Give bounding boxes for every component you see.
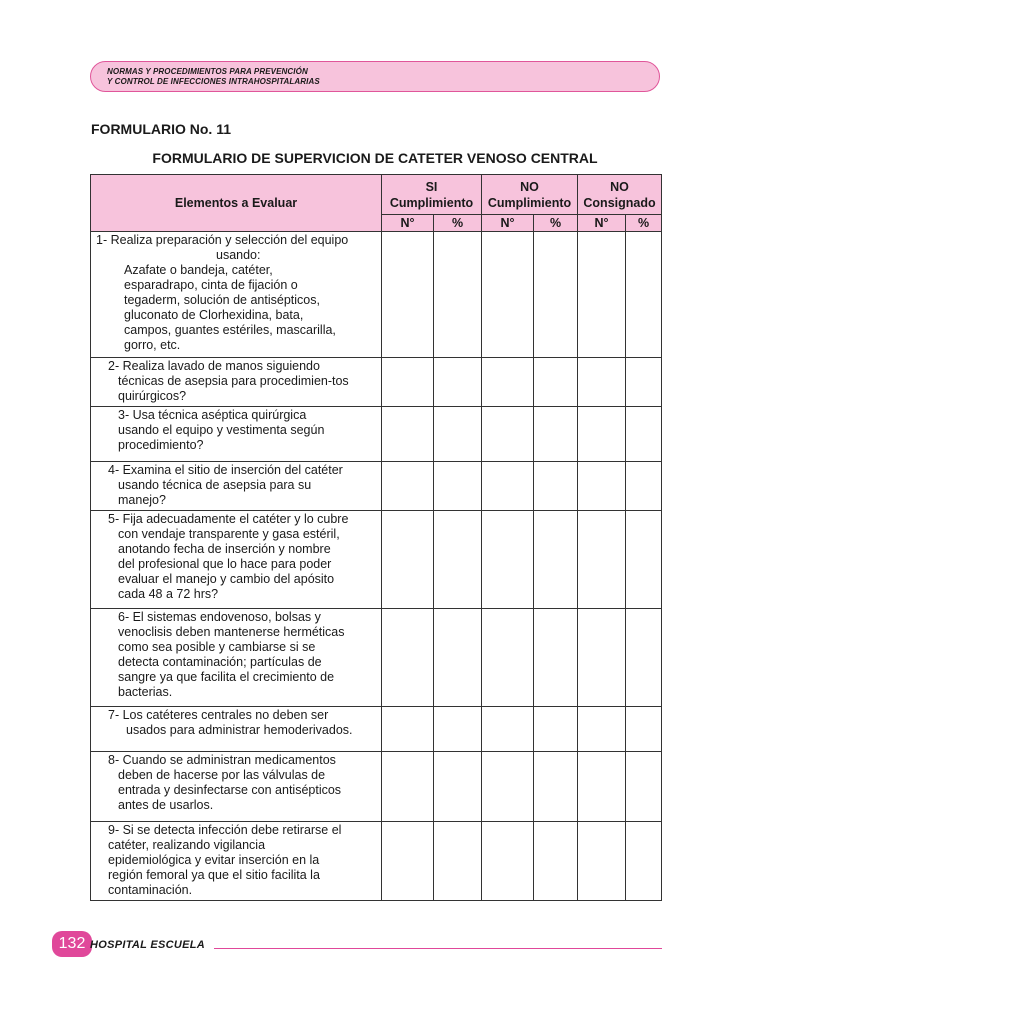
score-cell[interactable] (534, 822, 578, 901)
score-cell[interactable] (482, 609, 534, 707)
table-row (91, 707, 662, 752)
item-text-line: evaluar el manejo y cambio del apósito (118, 572, 335, 586)
header-banner (90, 61, 660, 92)
score-cell[interactable] (434, 407, 482, 462)
score-cell[interactable] (382, 462, 434, 511)
score-cell[interactable] (382, 511, 434, 609)
evaluation-item (91, 232, 382, 358)
item-text-line: usando técnica de asepsia para su (118, 478, 312, 492)
evaluation-item (91, 462, 382, 511)
score-cell[interactable] (382, 822, 434, 901)
score-cell[interactable] (382, 407, 434, 462)
item-text-line: 4- Examina el sitio de inserción del catéter (108, 463, 343, 477)
score-cell[interactable] (578, 707, 626, 752)
evaluation-item (91, 707, 382, 752)
item-text-line: bacterias. (118, 685, 173, 699)
score-cell[interactable] (534, 462, 578, 511)
item-text-line: gluconato de Clorhexidina, bata, (124, 308, 304, 322)
evaluation-item (91, 511, 382, 609)
subheader-cell: N° (578, 215, 626, 232)
item-text-line: 5- Fija adecuadamente el catéter y lo cubre (108, 512, 349, 526)
item-text-line: anotando fecha de inserción y nombre (118, 542, 331, 556)
evaluation-item (91, 752, 382, 822)
item-text-line: entrada y desinfectarse con antisépticos (118, 783, 342, 797)
score-cell[interactable] (626, 707, 662, 752)
score-cell[interactable] (578, 822, 626, 901)
header-elements: Elementos a Evaluar (91, 175, 382, 232)
score-cell[interactable] (626, 232, 662, 358)
score-cell[interactable] (626, 511, 662, 609)
header-group-line2: Cumplimiento (487, 195, 572, 210)
form-number: FORMULARIO No. 11 (91, 121, 232, 137)
item-text-line: usando el equipo y vestimenta según (118, 423, 325, 437)
score-cell[interactable] (434, 232, 482, 358)
score-cell[interactable] (482, 358, 534, 407)
score-cell[interactable] (534, 707, 578, 752)
item-text-line: cada 48 a 72 hrs? (118, 587, 219, 601)
header-group-line2: Consignado (583, 195, 656, 210)
score-cell[interactable] (482, 232, 534, 358)
footer-label: HOSPITAL ESCUELA (90, 939, 206, 951)
evaluation-item (91, 407, 382, 462)
item-text-line: del profesional que lo hace para poder (118, 557, 332, 571)
item-text-line: 9- Si se detecta infección debe retirarse el (108, 823, 342, 837)
score-cell[interactable] (626, 407, 662, 462)
subheader-cell: % (626, 215, 662, 232)
page-number-badge: 132 (52, 931, 92, 957)
item-text-line: epidemiológica y evitar inserción en la (108, 853, 320, 867)
score-cell[interactable] (626, 752, 662, 822)
header-group-no-cumplimiento (482, 175, 578, 215)
score-cell[interactable] (434, 462, 482, 511)
subheader-cell: % (434, 215, 482, 232)
item-text-line: técnicas de asepsia para procedimien-tos (118, 374, 349, 388)
item-text-line: usados para administrar hemoderivados. (126, 723, 353, 737)
score-cell[interactable] (534, 511, 578, 609)
score-cell[interactable] (434, 609, 482, 707)
evaluation-item (91, 822, 382, 901)
table-row (91, 511, 662, 609)
table-row (91, 752, 662, 822)
header-group-line1: SI (425, 179, 438, 194)
table-row (91, 232, 662, 358)
score-cell[interactable] (578, 407, 626, 462)
item-text-line: deben de hacerse por las válvulas de (118, 768, 326, 782)
score-cell[interactable] (626, 358, 662, 407)
item-text-line: catéter, realizando vigilancia (108, 838, 266, 852)
table-row (91, 462, 662, 511)
score-cell[interactable] (578, 609, 626, 707)
score-cell[interactable] (578, 462, 626, 511)
score-cell[interactable] (534, 358, 578, 407)
table-row (91, 358, 662, 407)
table-row (91, 609, 662, 707)
evaluation-item (91, 358, 382, 407)
item-text-line: 7- Los catéteres centrales no deben ser (108, 708, 329, 722)
score-cell[interactable] (578, 752, 626, 822)
score-cell[interactable] (382, 707, 434, 752)
score-cell[interactable] (434, 752, 482, 822)
item-text-line: antes de usarlos. (118, 798, 214, 812)
score-cell[interactable] (534, 609, 578, 707)
score-cell[interactable] (482, 407, 534, 462)
item-text-line: Azafate o bandeja, catéter, (124, 263, 273, 277)
score-cell[interactable] (434, 511, 482, 609)
item-text-line: campos, guantes estériles, mascarilla, (124, 323, 336, 337)
item-text-line: procedimiento? (118, 438, 204, 452)
header-group-line1: NO (610, 179, 629, 194)
item-text-line: 2- Realiza lavado de manos siguiendo (108, 359, 320, 373)
item-text-line: 3- Usa técnica aséptica quirúrgica (118, 408, 307, 422)
table-row (91, 822, 662, 901)
item-text-line: esparadrapo, cinta de fijación o (124, 278, 298, 292)
item-text-line: 6- El sistemas endovenoso, bolsas y (118, 610, 321, 624)
score-cell[interactable] (578, 511, 626, 609)
table-body (91, 232, 662, 901)
item-text-line: 1- Realiza preparación y selección del equipo (96, 233, 349, 247)
item-text-line: tegaderm, solución de antisépticos, (124, 293, 320, 307)
item-text-line: manejo? (118, 493, 166, 507)
header-group-si-cumplimiento (382, 175, 482, 215)
score-cell[interactable] (482, 511, 534, 609)
score-cell[interactable] (434, 822, 482, 901)
score-cell[interactable] (534, 232, 578, 358)
item-text-line: 8- Cuando se administran medicamentos (108, 753, 336, 767)
item-text-line: región femoral ya que el sitio facilita la (108, 868, 320, 882)
score-cell[interactable] (482, 462, 534, 511)
header-group-line1: NO (520, 179, 539, 194)
score-cell[interactable] (434, 358, 482, 407)
evaluation-table (90, 174, 662, 901)
score-cell[interactable] (482, 707, 534, 752)
header-line-2: Y CONTROL DE INFECCIONES INTRAHOSPITALARIAS (107, 77, 320, 86)
score-cell[interactable] (382, 358, 434, 407)
item-text-line: quirúrgicos? (118, 389, 187, 403)
score-cell[interactable] (482, 752, 534, 822)
score-cell[interactable] (534, 407, 578, 462)
form-title: FORMULARIO DE SUPERVICION DE CATETER VENOSO CENTRAL (152, 150, 598, 166)
score-cell[interactable] (626, 609, 662, 707)
item-text-line: usando: (216, 248, 261, 262)
score-cell[interactable] (434, 707, 482, 752)
score-cell[interactable] (382, 609, 434, 707)
score-cell[interactable] (626, 822, 662, 901)
score-cell[interactable] (578, 358, 626, 407)
evaluation-item (91, 609, 382, 707)
header-group-line2: Cumplimiento (389, 195, 474, 210)
header-line-1: NORMAS Y PROCEDIMIENTOS PARA PREVENCIÓN (107, 67, 308, 76)
subheader-cell: N° (482, 215, 534, 232)
item-text-line: como sea posible y cambiarse si se (118, 640, 316, 654)
score-cell[interactable] (482, 822, 534, 901)
item-text-line: con vendaje transparente y gasa estéril, (118, 527, 340, 541)
score-cell[interactable] (382, 752, 434, 822)
item-text-line: contaminación. (108, 883, 193, 897)
score-cell[interactable] (578, 232, 626, 358)
item-text-line: venoclisis deben mantenerse herméticas (118, 625, 345, 639)
item-text-line: sangre ya que facilita el crecimiento de (118, 670, 335, 684)
score-cell[interactable] (626, 462, 662, 511)
table-row (91, 407, 662, 462)
header-group-no-consignado (578, 175, 662, 215)
subheader-cell: % (534, 215, 578, 232)
item-text-line: gorro, etc. (124, 338, 181, 352)
footer-rule (214, 948, 662, 949)
score-cell[interactable] (382, 232, 434, 358)
score-cell[interactable] (534, 752, 578, 822)
item-text-line: detecta contaminación; partículas de (118, 655, 322, 669)
subheader-cell: N° (382, 215, 434, 232)
